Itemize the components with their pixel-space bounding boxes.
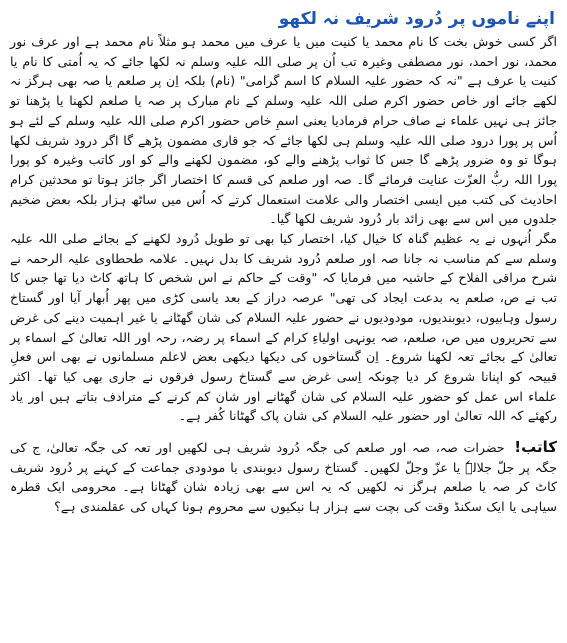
paragraph-3-block <box>10 438 557 517</box>
paragraph-3: حضرات صہ، صہ اور صلعم کی جگہ دُرود شریف ہی لکھیں اور تعہ کی جگہ تعالیٰ، ج کی جگہ پر جلّ جلالہٗ یا عزّ وجلّ لکھیں۔ گستاخ رسول دیوبندی یا مودودی جماعت کے کہنے پر دُرود شریف کاٹ کر صہ یا صلعم ہرگز نہ لکھیں کہ یہ اس سے بھی زیادہ شان گھٹانا ہے۔ محرومی ایک قطرہ سیاہی یا ایک سکنڈ وقت کی بچت سے ہزار ہا نیکیوں سے محروم ہونا کہاں کی عقلمندی ہے؟ <box>10 440 557 515</box>
article-title: اپنے ناموں پر دُرود شریف نہ لکھو <box>278 9 555 29</box>
paragraph-2: مگر اُنہوں نے یہ عظیم گناہ کا خیال کیا، اختصار کیا بھی تو طویل دُرود لکھنے کے بجائے صلی اللہ علیہ وسلم سے کم مناسب نہ جانا صہ اور صلعم دُرود شریف کا بدل نہیں۔ علامہ طحطاوی علیہ الرحمہ نے شرح مراقی الفلاح کے حاشیہ میں فرمایا کہ "وقت کے حاکم نے اس شخص کا ہاتھ کاٹ دیا تھا جس کا تب نے ص، صلعم یہ بدعت ایجاد کی تھی" عرصہ دراز کے بعد یاسی کڑی میں پھر اُبھار آیا اور گستاخ رسول وہابیوں، دیوبندیوں، مودودیوں نے حضور علیہ السلام کی شان گھٹانے یا غیر اہمیت دینے کی غرض سے تحریروں میں ص، صلعم، صہ یونہی اولیاءِ کرام کے اسماء پر رضہ، رحہ اور اللہ تعالیٰ کے اسماء پر تعالیٰ کے بجائے تعہ لکھنا شروع۔ اِن گستاخوں کی دیکھا دیکھی بعض لاعلم مسلمانوں نے بھی اس فعلِ قبیحہ کو اپنانا شروع کر دیا چونکہ اِسی غرض سے گستاخ رسول فرقوں نے جاری بھی کیا تھا۔ اکثر علماء اس عمل کو حضور علیہ السلام کی شان گھٹانے اور شان کم کرنے کے مترادف بتاتے ہیں اور یاد رکھئے کہ اللہ تعالیٰ اور حضور علیہ السلام کی شان پاک گھٹانا کُفر ہے۔ <box>10 231 557 424</box>
section-spacer <box>10 426 557 438</box>
paragraph-1: اگر کسی خوش بخت کا نام محمد یا کنیت میں یا عرف میں محمد ہو مثلاً نام محمد ہے اور عرف نور محمد، نور احمد، نور مصطفی وغیرہ تب اُن پر صلی اللہ علیہ وسلم نہ لکھا جائے کہ یہ اُمتی کا نام یا کنیت یا عرف ہے "نہ کہ حضور علیہ السلام کا اسم گرامی" (نام) بلکہ اِن پر صلعم یا صہ بھی ہرگز نہ لکھے جائے اور خاص حضور اکرم صلی اللہ علیہ وسلم کے نام مبارک پر صہ یا صلعم لکھنا یا پڑھنا تو جائز ہی نہیں علماء نے صاف حرام فرمادیا یعنی اسمِ خاص حضور اکرم صلی اللہ علیہ وسلم کے لئے ہو اُس پر پورا درود صلی اللہ علیہ وسلم ہی لکھا جائے کہ جو قاری مضمون پڑھے گا اگر درود شریف لکھا ہوگا تو وہ ضرور پڑھے گا جس کا ثواب پڑھنے والے کو، مضمون لکھنے والے کو اور کاتب وغیرہ کو پورا پورا اللہ ربُّ العزّت عنایت فرمائے گا۔ صہ اور صلعم کی قسم کا اختصار اگر جائز ہوتا تو محدثین کرام احادیث کی کتب میں ایسی اختصار والی علامت استعمال کرتے کہ اُس میں ساٹھ ہزار بلکہ بعض ضخیم جلدوں میں اس سے بھی زائد بار دُرود شریف لکھا گیا۔ <box>10 34 557 227</box>
warning-heading: کاتب! <box>514 438 557 457</box>
article-body <box>10 32 557 517</box>
